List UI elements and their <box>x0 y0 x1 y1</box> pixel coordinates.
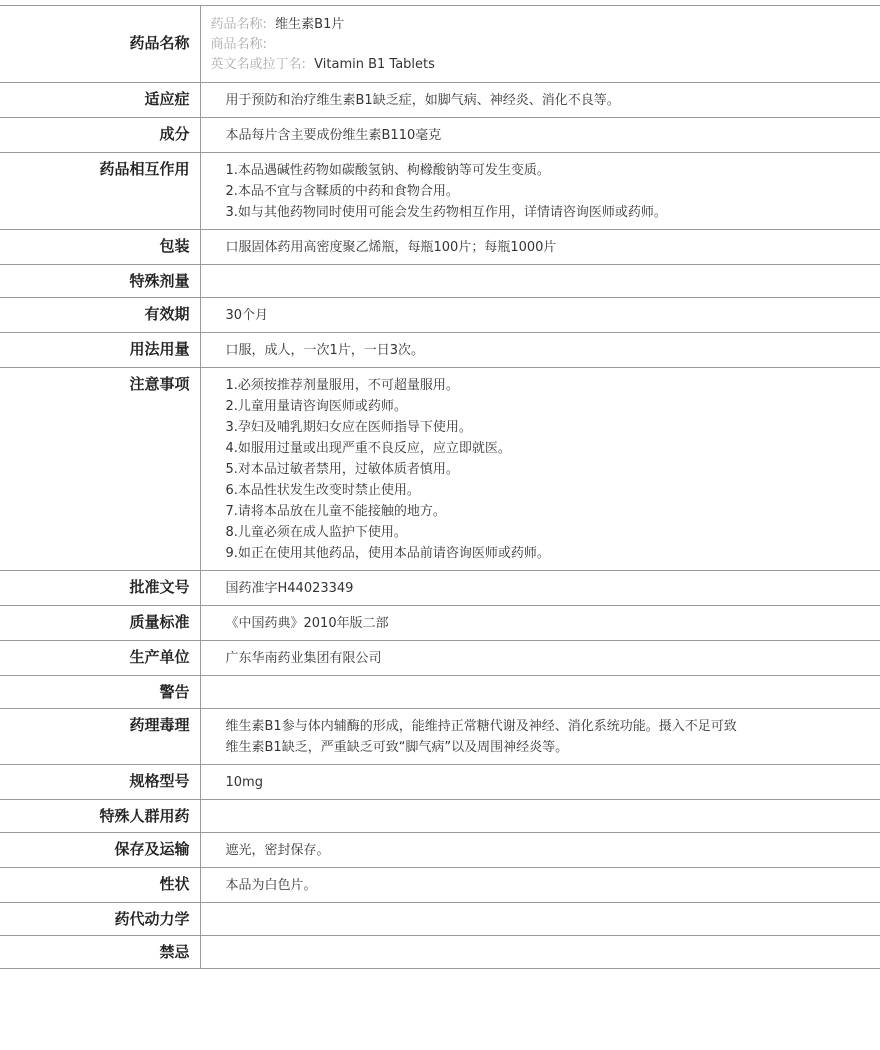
row-value <box>200 298 880 333</box>
english-name-label: 英文名或拉丁名: <box>210 57 306 72</box>
row-label: 性状 <box>0 868 200 903</box>
trade-name-line <box>211 35 871 55</box>
row-ingredients <box>0 118 880 153</box>
row-label: 药品名称 <box>0 6 200 83</box>
value-line: 遮光，密封保存。 <box>225 843 330 858</box>
row-value <box>200 83 880 118</box>
row-value <box>200 606 880 641</box>
value-line: 2.儿童用量请咨询医师或药师。 <box>225 399 407 414</box>
value-line: 用于预防和治疗维生素B1缺乏症，如脚气病、神经炎、消化不良等。 <box>225 93 620 108</box>
row-value <box>200 676 880 709</box>
row-warning <box>0 676 880 709</box>
row-value <box>200 153 880 230</box>
row-manufacturer <box>0 641 880 676</box>
row-label: 药品相互作用 <box>0 153 200 230</box>
row-label: 禁忌 <box>0 936 200 969</box>
row-value <box>200 903 880 936</box>
value-line: 30个月 <box>225 308 269 323</box>
row-storage <box>0 833 880 868</box>
value-line: 6.本品性状发生改变时禁止使用。 <box>225 483 420 498</box>
generic-name-line <box>211 15 871 35</box>
row-label: 成分 <box>0 118 200 153</box>
row-label: 用法用量 <box>0 333 200 368</box>
row-label: 包装 <box>0 230 200 265</box>
row-label: 规格型号 <box>0 765 200 800</box>
row-value <box>200 765 880 800</box>
row-label: 警告 <box>0 676 200 709</box>
row-label: 药理毒理 <box>0 709 200 765</box>
row-packaging <box>0 230 880 265</box>
value-line: 本品每片含主要成份维生素B110毫克 <box>225 128 442 143</box>
generic-name-value: 维生素B1片 <box>275 17 345 32</box>
value-line: 10mg <box>225 775 263 790</box>
row-label: 批准文号 <box>0 571 200 606</box>
row-value <box>200 118 880 153</box>
generic-name-label: 药品名称: <box>210 17 267 32</box>
row-value <box>200 265 880 298</box>
row-approval-number <box>0 571 880 606</box>
row-value <box>200 800 880 833</box>
row-appearance <box>0 868 880 903</box>
row-value <box>200 641 880 676</box>
value-line: 本品为白色片。 <box>225 878 317 893</box>
value-line: 国药准字H44023349 <box>225 581 354 596</box>
row-indications <box>0 83 880 118</box>
row-special-dosage <box>0 265 880 298</box>
value-line: 口服固体药用高密度聚乙烯瓶，每瓶100片；每瓶1000片 <box>225 240 557 255</box>
row-label: 生产单位 <box>0 641 200 676</box>
english-name-value: Vitamin B1 Tablets <box>314 57 435 72</box>
row-label: 特殊剂量 <box>0 265 200 298</box>
row-contraindications <box>0 936 880 969</box>
value-line: 广东华南药业集团有限公司 <box>225 651 382 666</box>
row-label: 药代动力学 <box>0 903 200 936</box>
value-line: 2.本品不宜与含鞣质的中药和食物合用。 <box>225 184 459 199</box>
row-value <box>200 868 880 903</box>
row-interactions <box>0 153 880 230</box>
row-value <box>200 230 880 265</box>
row-value <box>200 936 880 969</box>
row-drug-names <box>0 6 880 83</box>
row-label: 特殊人群用药 <box>0 800 200 833</box>
value-line: 7.请将本品放在儿童不能接触的地方。 <box>225 504 446 519</box>
value-line: 《中国药典》2010年版二部 <box>225 616 389 631</box>
row-label: 质量标准 <box>0 606 200 641</box>
value-line: 3.孕妇及哺乳期妇女应在医师指导下使用。 <box>225 420 472 435</box>
row-specification <box>0 765 880 800</box>
row-label: 适应症 <box>0 83 200 118</box>
value-line: 3.如与其他药物同时使用可能会发生药物相互作用，详情请咨询医师或药师。 <box>225 205 667 220</box>
trade-name-label: 商品名称: <box>210 37 267 52</box>
row-value <box>200 333 880 368</box>
row-value <box>200 833 880 868</box>
english-name-line <box>211 55 871 75</box>
drug-spec-table <box>0 5 880 969</box>
value-line: 5.对本品过敏者禁用，过敏体质者慎用。 <box>225 462 459 477</box>
row-precautions <box>0 368 880 571</box>
row-pharmacology <box>0 709 880 765</box>
row-label: 保存及运输 <box>0 833 200 868</box>
value-line: 口服，成人，一次1片，一日3次。 <box>225 343 425 358</box>
value-line: 维生素B1参与体内辅酶的形成，能维持正常糖代谢及神经、消化系统功能。摄入不足可致 <box>225 719 737 734</box>
value-line: 9.如正在使用其他药品，使用本品前请咨询医师或药师。 <box>225 546 550 561</box>
row-shelf-life <box>0 298 880 333</box>
row-value <box>200 709 880 765</box>
value-line: 4.如服用过量或出现严重不良反应，应立即就医。 <box>225 441 511 456</box>
value-line: 1.本品遇碱性药物如碳酸氢钠、枸橼酸钠等可发生变质。 <box>225 163 550 178</box>
row-value <box>200 6 880 83</box>
row-label: 注意事项 <box>0 368 200 571</box>
value-line: 8.儿童必须在成人监护下使用。 <box>225 525 407 540</box>
row-special-populations <box>0 800 880 833</box>
row-usage <box>0 333 880 368</box>
row-quality-standard <box>0 606 880 641</box>
row-label: 有效期 <box>0 298 200 333</box>
row-value <box>200 571 880 606</box>
row-pharmacokinetics <box>0 903 880 936</box>
value-line: 1.必须按推荐剂量服用，不可超量服用。 <box>225 378 459 393</box>
row-value <box>200 368 880 571</box>
value-line: 维生素B1缺乏，严重缺乏可致“脚气病”以及周围神经炎等。 <box>225 740 569 755</box>
